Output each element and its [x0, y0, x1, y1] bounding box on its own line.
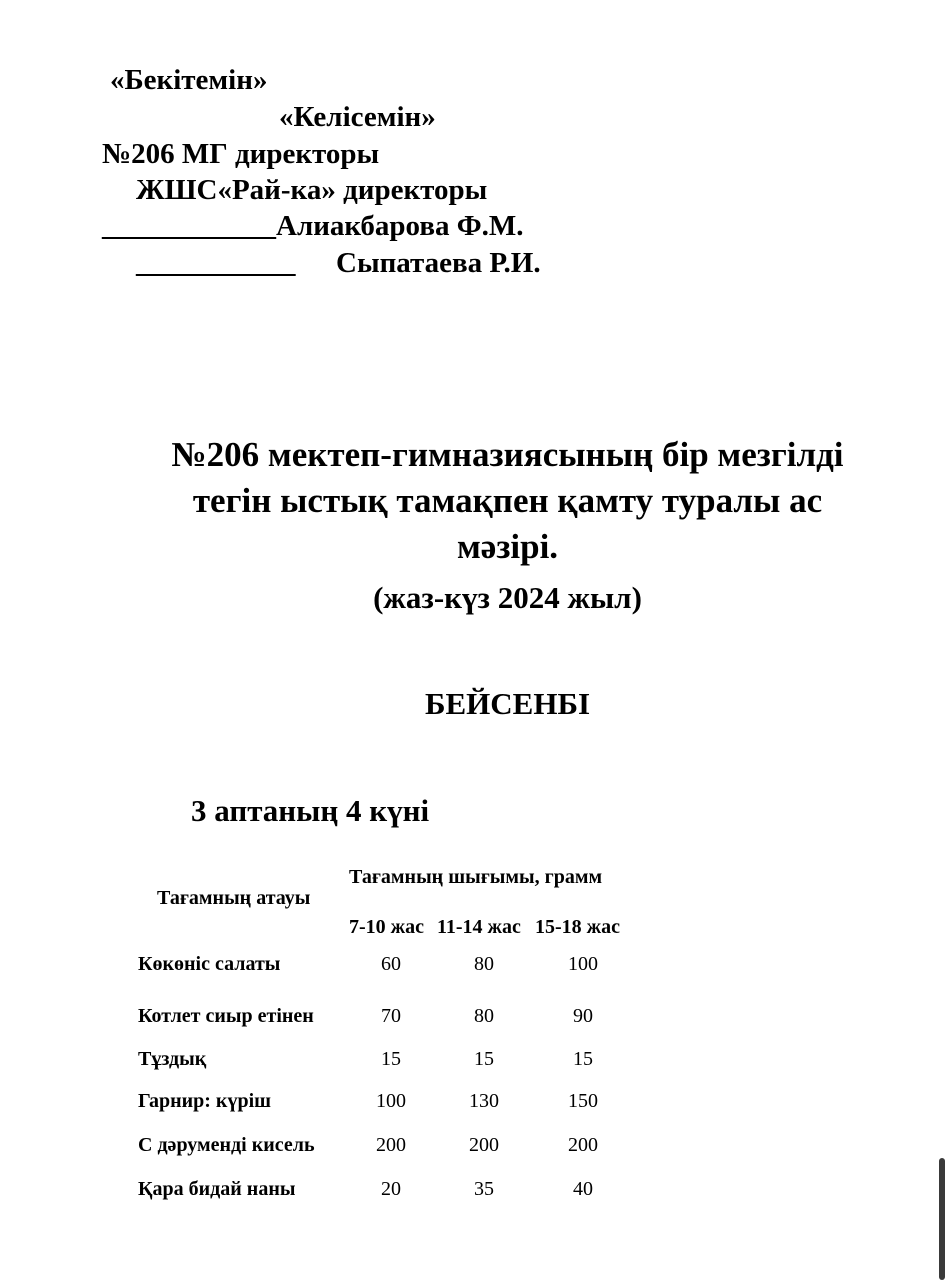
dish-name: Көкөніс салаты [138, 953, 281, 975]
approve-label: «Бекітемін» [110, 64, 268, 96]
left-signature-line: ____________Алиакбарова Ф.М. [102, 210, 524, 242]
title-line-1: №206 мектеп-гимназиясының бір мезгілді [171, 435, 844, 474]
value-7-10: 70 [381, 1005, 401, 1027]
value-15-18: 15 [573, 1048, 593, 1070]
document-subtitle: (жаз-күз 2024 жыл) [373, 580, 642, 615]
day-heading: БЕЙСЕНБІ [424, 686, 591, 721]
dish-name: С дәруменді кисель [138, 1134, 315, 1156]
column-header-output: Тағамның шығымы, грамм [349, 866, 603, 888]
value-11-14: 80 [474, 1005, 494, 1027]
value-11-14: 35 [474, 1178, 494, 1200]
age-group-2: 11-14 жас [437, 916, 521, 938]
age-group-1: 7-10 жас [349, 916, 425, 938]
dish-name: Гарнир: күріш [138, 1090, 272, 1112]
left-position: №206 МГ директоры [102, 138, 380, 170]
value-7-10: 15 [381, 1048, 401, 1070]
value-7-10: 20 [381, 1178, 401, 1200]
title-line-2: тегін ыстық тамақпен қамту туралы ас [192, 481, 823, 520]
value-15-18: 150 [568, 1090, 598, 1112]
right-signer-name: Сыпатаева Р.И. [336, 247, 541, 279]
value-7-10: 200 [376, 1134, 406, 1156]
value-15-18: 90 [573, 1005, 593, 1027]
column-header-name: Тағамның атауы [157, 887, 311, 909]
dish-name: Тұздық [138, 1048, 207, 1070]
title-line-3: мәзірі. [456, 527, 559, 566]
value-7-10: 100 [376, 1090, 406, 1112]
value-11-14: 80 [474, 953, 494, 975]
value-15-18: 100 [568, 953, 598, 975]
right-position: ЖШС«Рай-ка» директоры [136, 174, 488, 206]
agree-label: «Келісемін» [279, 101, 436, 133]
value-7-10: 60 [381, 953, 401, 975]
document-title [100, 432, 915, 570]
value-11-14: 130 [469, 1090, 499, 1112]
value-11-14: 15 [474, 1048, 494, 1070]
dish-name: Қара бидай наны [138, 1178, 296, 1200]
value-11-14: 200 [469, 1134, 499, 1156]
week-label: 3 аптаның 4 күні [191, 793, 430, 828]
right-signature-line: ___________ [136, 247, 296, 279]
vertical-scrollbar[interactable] [939, 1158, 945, 1280]
value-15-18: 200 [568, 1134, 598, 1156]
age-group-3: 15-18 жас [535, 916, 621, 938]
value-15-18: 40 [573, 1178, 593, 1200]
dish-name: Котлет сиыр етінен [138, 1005, 314, 1027]
